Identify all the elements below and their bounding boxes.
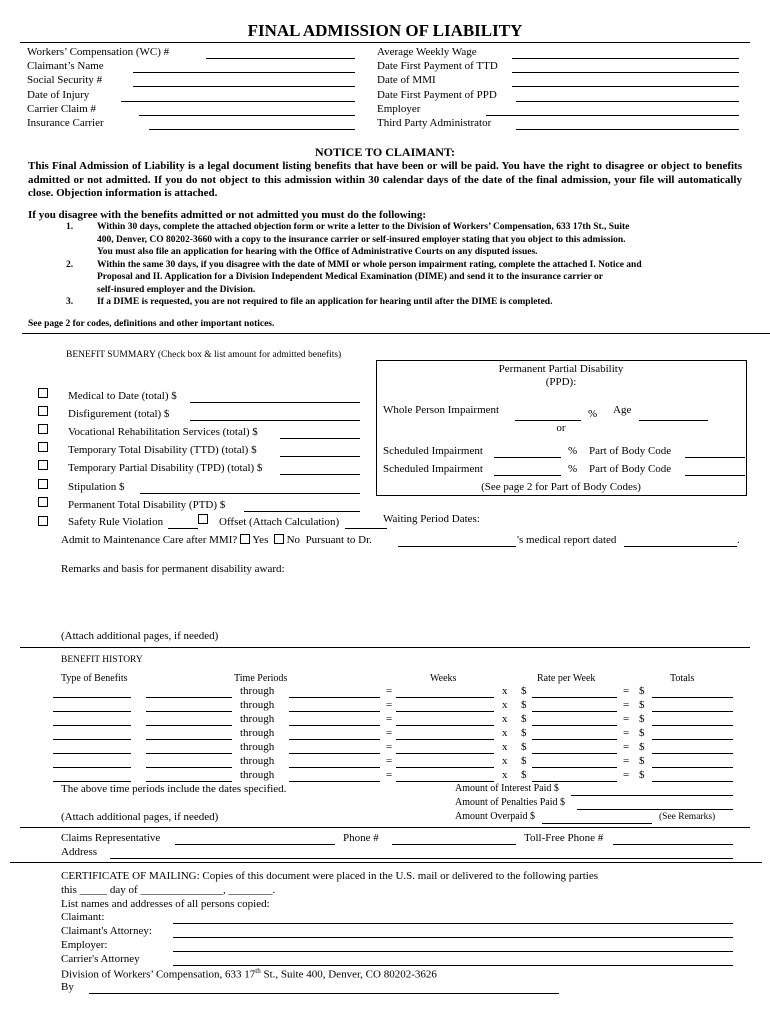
form-title: FINAL ADMISSION OF LIABILITY [247,21,523,40]
benefit-amount-field[interactable] [280,474,360,475]
certificate-line1: CERTIFICATE OF MAILING: Copies of this document were placed in the U.S. mail or delivered to the following parties [61,870,599,882]
equals-sign: = [623,685,630,697]
benefit-checkbox[interactable] [38,406,48,416]
benefit-type-field[interactable] [53,753,131,754]
header-label: Social Security # [27,74,103,87]
benefit-summary-heading: BENEFIT SUMMARY (Check box & list amount for admitted benefits) [66,350,342,360]
divider [22,333,770,334]
equals-sign: = [386,727,393,739]
times-sign: x [502,741,508,753]
benefit-checkbox[interactable] [38,479,48,489]
division-address-part: St., Suite 400, Denver, CO 80202-3626 [260,968,437,981]
by-signature-field[interactable] [89,993,559,994]
benefit-type-field[interactable] [53,781,131,782]
benefit-amount-field[interactable] [244,511,360,512]
period-start-field[interactable] [146,739,232,740]
equals-sign: = [623,769,630,781]
age-label: Age [613,404,632,416]
claims-rep-field[interactable] [175,844,335,845]
benefit-amount-field[interactable] [280,438,360,439]
benefit-label: Medical to Date (total) $ [68,390,177,402]
employer-copy-field[interactable] [173,951,733,952]
equals-sign: = [386,713,393,725]
benefit-label: Disfigurement (total) $ [68,408,170,420]
equals-sign: = [623,699,630,711]
certificate-date-line: this _____ day of _______________, ________. [61,884,276,896]
safety-rule-field[interactable] [168,528,198,529]
header-label: Employer [377,102,421,115]
total-field[interactable] [652,753,733,754]
period-start-field[interactable] [146,767,232,768]
equals-sign: = [623,755,630,767]
total-field[interactable] [652,725,733,726]
or-label: or [556,422,566,434]
division-address-sup: th [255,967,261,975]
benefit-label: Temporary Total Disability (TTD) (total) $ [68,444,257,456]
benefit-amount-field[interactable] [190,402,360,403]
offset-field[interactable] [345,528,387,529]
header-field[interactable] [512,58,739,59]
header-field[interactable] [121,101,355,102]
notice-heading: NOTICE TO CLAIMANT: [314,145,456,159]
dollar-sign: $ [639,755,645,767]
through-label: through [240,699,275,711]
attorney-copy-label: Claimant's Attorney: [61,925,152,937]
see-page2-notice: See page 2 for codes, definitions and other important notices. [28,319,275,329]
body-code-field[interactable] [685,475,745,476]
see-remarks: (See Remarks) [659,812,716,822]
header-field[interactable] [486,115,739,116]
doctor-name-field[interactable] [398,546,516,547]
offset-label: Offset (Attach Calculation) [219,516,340,528]
equals-sign: = [386,741,393,753]
ppd-title-abbr: (PPD): [545,376,577,388]
maintenance-yes-checkbox[interactable] [240,534,250,544]
through-label: through [240,755,275,767]
benefit-type-field[interactable] [53,725,131,726]
header-label: Date First Payment of PPD [377,88,497,101]
body-code-label: Part of Body Code [589,463,672,475]
dollar-sign: $ [639,685,645,697]
through-label: through [240,727,275,739]
claimant-copy-field[interactable] [173,923,733,924]
total-field[interactable] [652,711,733,712]
times-sign: x [502,685,508,697]
weeks-field[interactable] [396,781,494,782]
through-label: through [240,741,275,753]
period-end-field[interactable] [289,711,380,712]
step-text: You must also file an application for hearing with the Office of Administrative Courts on any disputed issues. [97,247,538,257]
total-field[interactable] [652,739,733,740]
header-label: Carrier Claim # [27,102,97,115]
divider [20,647,750,648]
ppd-see-page2: (See page 2 for Part of Body Codes) [481,481,641,493]
benefit-label: Vocational Rehabilitation Services (total) $ [68,426,258,438]
safety-rule-label: Safety Rule Violation [68,516,164,528]
period-end-field[interactable] [289,753,380,754]
benefit-history-heading: BENEFIT HISTORY [61,655,143,665]
attorney-copy-field[interactable] [173,937,733,938]
total-field[interactable] [652,781,733,782]
step-number: 3. [66,297,74,307]
header-field[interactable] [516,101,739,102]
benefit-amount-field[interactable] [190,420,360,421]
period-start-field[interactable] [146,781,232,782]
col-totals: Totals [670,673,695,684]
weeks-field[interactable] [396,711,494,712]
claims-rep-label: Claims Representative [61,832,161,844]
dollar-sign: $ [521,699,527,711]
address-label: Address [61,846,98,858]
benefit-type-field[interactable] [53,711,131,712]
age-field[interactable] [639,420,708,421]
benefit-label: Stipulation $ [68,481,125,493]
dollar-sign: $ [639,699,645,711]
ppd-title: Permanent Partial Disability [498,363,624,375]
pursuant-label: Pursuant to Dr. [305,534,372,546]
col-weeks: Weeks [430,673,457,684]
benefit-amount-field[interactable] [280,456,360,457]
step-number: 1. [66,222,74,232]
total-field[interactable] [652,697,733,698]
period-end-field[interactable] [289,697,380,698]
benefit-checkbox[interactable] [38,442,48,452]
step-text: 400, Denver, CO 80202-3660 with a copy to the insurance carrier or self-insured employer stating that you object to this admission. [97,234,626,245]
body-code-label: Part of Body Code [589,445,672,457]
remarks-label: Remarks and basis for permanent disability award: [61,563,285,575]
dollar-sign: $ [521,727,527,739]
rate-field[interactable] [532,753,617,754]
scheduled-impairment-label: Scheduled Impairment [383,463,483,475]
equals-sign: = [386,755,393,767]
benefit-checkbox[interactable] [38,497,48,507]
waiting-period-label: Waiting Period Dates: [383,513,480,525]
period-start-field[interactable] [146,697,232,698]
period-start-field[interactable] [146,711,232,712]
dollar-sign: $ [521,741,527,753]
period-end-field[interactable] [289,767,380,768]
equals-sign: = [623,727,630,739]
step-text: If a DIME is requested, you are not required to file an application for hearing until after the DIME is completed. [97,297,553,307]
rate-field[interactable] [532,739,617,740]
rate-field[interactable] [532,767,617,768]
dollar-sign: $ [639,727,645,739]
step-text: Within the same 30 days, if you disagree with the date of MMI or whole person impairment rating, complete the attached I. Notice and [97,259,642,270]
time-period-note: The above time periods include the dates specified. [61,783,287,795]
benefit-type-field[interactable] [53,767,131,768]
dollar-sign: $ [521,713,527,725]
header-label: Claimant’s Name [27,60,104,73]
benefit-checkbox[interactable] [38,388,48,398]
safety-rule-checkbox[interactable] [38,516,48,526]
weeks-field[interactable] [396,725,494,726]
header-field[interactable] [139,115,355,116]
equals-sign: = [623,713,630,725]
equals-sign: = [386,685,393,697]
period-start-field[interactable] [146,725,232,726]
carrier-attorney-copy-field[interactable] [173,965,733,966]
percent-sign: % [588,408,598,420]
remarks-attach-note: (Attach additional pages, if needed) [61,630,219,642]
header-field[interactable] [512,86,739,87]
dollar-sign: $ [521,685,527,697]
through-label: through [240,685,275,697]
penalties-label: Amount of Penalties Paid $ [455,797,565,808]
maintenance-yes-label: Yes [252,534,269,546]
step-text: self-insured employer and the Division. [97,284,256,295]
body-code-field[interactable] [685,457,745,458]
col-type-of-benefits: Type of Benefits [61,673,128,684]
header-field[interactable] [512,72,739,73]
through-label: through [240,769,275,781]
times-sign: x [502,699,508,711]
benefit-amount-field[interactable] [140,493,360,494]
times-sign: x [502,755,508,767]
maintenance-no-checkbox[interactable] [274,534,284,544]
rate-field[interactable] [532,781,617,782]
header-label: Date of MMI [377,74,436,87]
benefit-checkbox[interactable] [38,460,48,470]
scheduled-impairment-field[interactable] [494,457,561,458]
dollar-sign: $ [639,713,645,725]
divider [10,862,762,863]
step-text: Proposal and II. Application for a Division Independent Medical Examination (DIME) and send it to the insurance carrier or [97,272,603,282]
step-number: 2. [66,259,74,270]
report-date-field[interactable] [624,546,737,547]
tollfree-field[interactable] [613,844,733,845]
address-field[interactable] [110,858,733,859]
header-field[interactable] [206,58,355,59]
scheduled-impairment-field[interactable] [494,475,561,476]
equals-sign: = [386,769,393,781]
whole-person-label: Whole Person Impairment [383,404,500,416]
benefit-label: Permanent Total Disability (PTD) $ [68,499,226,511]
division-address-part: Division of Workers’ Compensation, 633 17 [61,968,256,981]
maintenance-no-label: No [286,534,301,546]
header-label: Average Weekly Wage [377,46,477,58]
overpaid-field[interactable] [542,823,652,824]
divider [20,42,750,43]
equals-sign: = [386,699,393,711]
claimant-copy-label: Claimant: [61,911,105,923]
weeks-field[interactable] [396,739,494,740]
times-sign: x [502,713,508,725]
header-field[interactable] [516,129,739,130]
col-time-periods: Time Periods [234,673,288,684]
equals-sign: = [623,741,630,753]
header-field[interactable] [133,86,355,87]
rate-field[interactable] [532,725,617,726]
total-field[interactable] [652,767,733,768]
header-field[interactable] [133,72,355,73]
phone-label: Phone # [343,832,379,844]
period: . [737,534,740,546]
employer-copy-label: Employer: [61,939,108,951]
medical-report-label: 's medical report dated [517,534,617,546]
header-label: Third Party Administrator [377,117,492,129]
notice-body: This Final Admission of Liability is a legal document listing benefits that have been or will be paid. You have the right to disagree or object to benefits admitted or not admitted. If you do not object to this admission within 30 calendar days of the date of the final admission, your file will automatically close. Objection information is attached. [28,160,742,199]
history-attach-note: (Attach additional pages, if needed) [61,811,219,823]
period-end-field[interactable] [289,739,380,740]
certificate-list-label: List names and addresses of all persons copied: [61,898,270,910]
header-field[interactable] [149,129,355,130]
weeks-field[interactable] [396,767,494,768]
benefit-label: Temporary Partial Disability (TPD) (total) $ [68,462,263,474]
header-label: Workers’ Compensation (WC) # [27,46,170,58]
percent-sign: % [568,463,578,475]
penalties-field[interactable] [577,809,733,810]
period-end-field[interactable] [289,781,380,782]
through-label: through [240,713,275,725]
times-sign: x [502,727,508,739]
maintenance-row [61,534,372,546]
step-text: Within 30 days, complete the attached objection form or write a letter to the Division of Workers’ Compensation, 633 17th St., Suite [97,222,630,232]
by-label: By [61,981,74,993]
period-end-field[interactable] [289,725,380,726]
header-label: Date of Injury [27,88,90,101]
weeks-field[interactable] [396,697,494,698]
dollar-sign: $ [521,769,527,781]
col-rate-per-week: Rate per Week [537,673,596,684]
rate-field[interactable] [532,697,617,698]
divider [20,827,750,828]
times-sign: x [502,769,508,781]
header-label: Insurance Carrier [27,117,104,129]
carrier-attorney-copy-label: Carrier's Attorney [61,953,140,965]
period-start-field[interactable] [146,753,232,754]
weeks-field[interactable] [396,753,494,754]
interest-field[interactable] [571,795,733,796]
overpaid-label: Amount Overpaid $ [455,811,535,822]
rate-field[interactable] [532,711,617,712]
percent-sign: % [568,445,578,457]
maintenance-label: Admit to Maintenance Care after MMI? [61,534,238,546]
tollfree-label: Toll-Free Phone # [524,832,604,844]
dollar-sign: $ [639,769,645,781]
phone-field[interactable] [392,844,516,845]
benefit-type-field[interactable] [53,697,131,698]
interest-label: Amount of Interest Paid $ [455,783,559,794]
division-address [61,967,437,981]
offset-checkbox[interactable] [198,514,208,524]
dollar-sign: $ [521,755,527,767]
dollar-sign: $ [639,741,645,753]
disagree-intro: If you disagree with the benefits admitted or not admitted you must do the following: [28,209,427,221]
whole-person-field[interactable] [515,420,581,421]
benefit-type-field[interactable] [53,739,131,740]
header-label: Date First Payment of TTD [377,60,498,73]
scheduled-impairment-label: Scheduled Impairment [383,445,483,457]
benefit-checkbox[interactable] [38,424,48,434]
